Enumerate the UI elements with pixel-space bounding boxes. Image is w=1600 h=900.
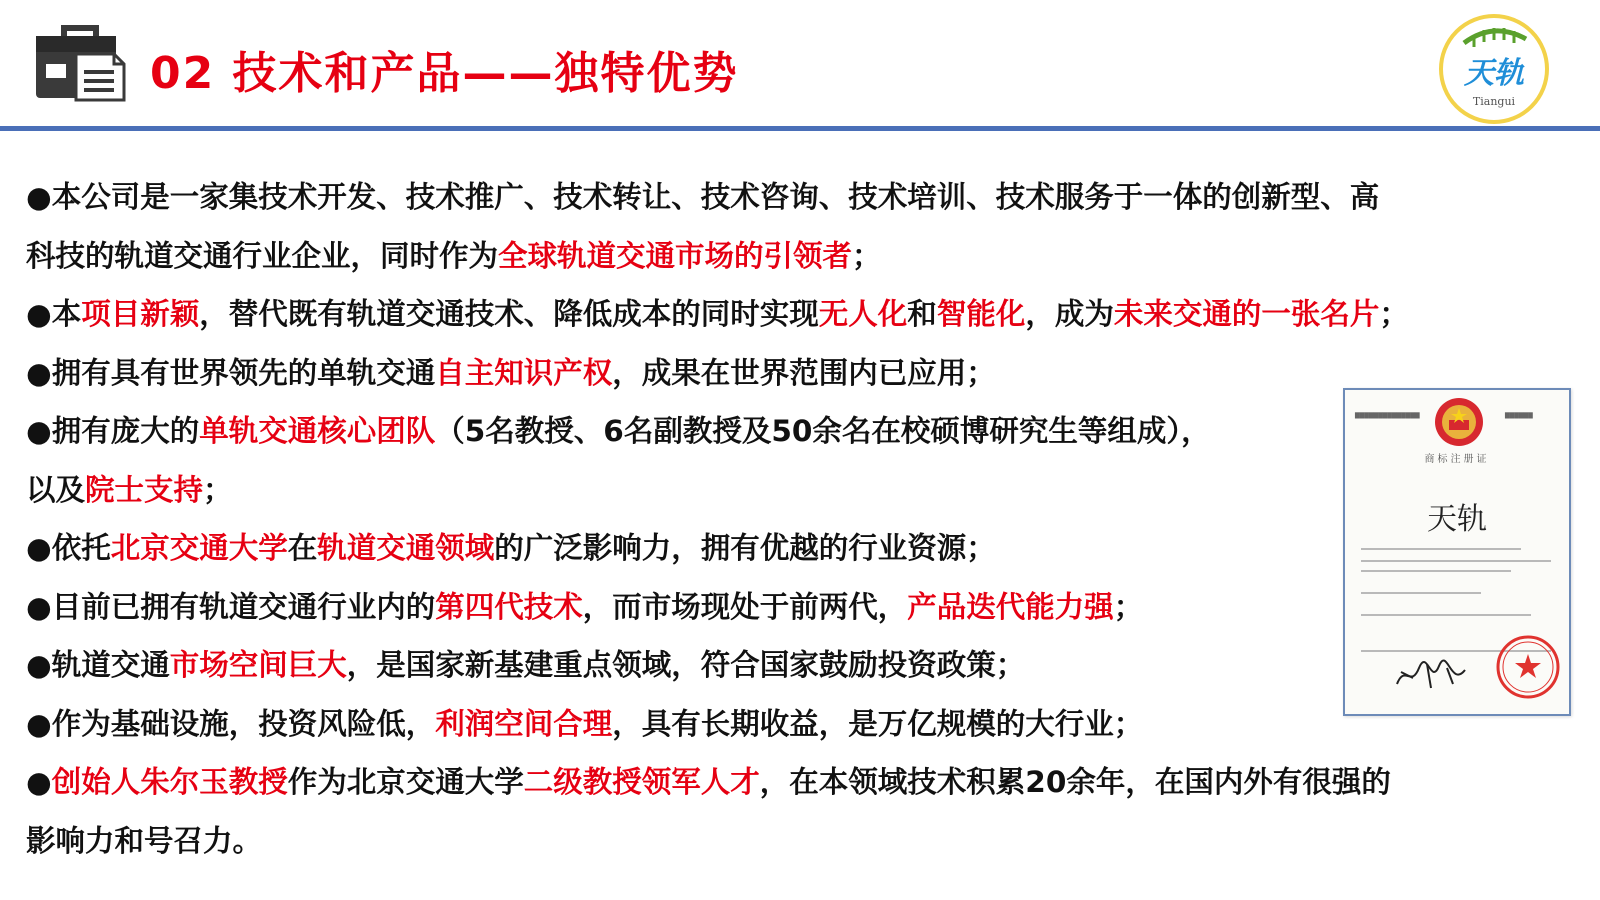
highlight-text: 无人化 (818, 297, 908, 331)
highlight-text: 全球轨道交通市场的引领者 (498, 238, 853, 273)
text-line (26, 168, 1586, 227)
highlight-text: 市场空间巨大 (169, 648, 347, 682)
body-text: ； (203, 472, 233, 507)
red-official-seal-icon (1495, 634, 1561, 700)
body-text: ●轨道交通 (26, 648, 170, 682)
body-text: 和 (907, 297, 937, 331)
certificate-trademark: 天轨 (1427, 502, 1487, 537)
body-text: ，替代既有轨道交通技术、降低成本的同时实现 (199, 297, 819, 331)
highlight-text: 利润空间合理 (435, 706, 613, 741)
body-text: ●本 (26, 297, 82, 331)
body-text: ●作为基础设施，投资风险低， (26, 706, 436, 741)
body-text: ●拥有具有世界领先的单轨交通 (26, 355, 436, 390)
page-title: 02 技术和产品——独特优势 (150, 48, 739, 99)
body-text: ●本公司是一家集技术开发、技术推广、技术转让、技术咨询、技术培训、技术服务于一体的创新型、高 (26, 180, 1380, 214)
text-line (26, 285, 1586, 344)
logo-sub-text: Tiangui (1472, 95, 1516, 108)
header-divider (0, 126, 1600, 131)
company-logo (1438, 13, 1550, 125)
highlight-text: 院士支持 (85, 472, 204, 507)
body-text: ； (1113, 589, 1144, 624)
body-text: ，成为 (1025, 297, 1114, 331)
body-text: 在 (287, 531, 318, 565)
signature (1391, 658, 1471, 692)
certificate-header-text: ▇▇▇▇▇▇▇▇▇▇▇▇▇▇ (1355, 412, 1420, 419)
trademark-certificate (1343, 388, 1571, 716)
body-text: 科技的轨道交通行业企业，同时作为 (26, 238, 499, 273)
highlight-text: 智能化 (936, 297, 1026, 331)
body-text: ； (852, 238, 882, 273)
highlight-text: 轨道交通领域 (317, 531, 495, 565)
certificate-number-text: ▇▇▇▇▇▇ (1505, 412, 1533, 419)
body-text: ，成果在世界范围内已应用； (612, 355, 996, 390)
certificate-title: 商标注册证 (1424, 454, 1490, 465)
body-text: ，是国家新基建重点领域，符合国家鼓励投资政策； (346, 648, 1026, 682)
national-emblem-icon (1433, 396, 1485, 448)
body-text: ●拥有庞大的 (26, 414, 200, 448)
text-line (26, 227, 1586, 286)
body-text: ，具有长期收益，是万亿规模的大行业； (612, 706, 1144, 741)
body-text: ●目前已拥有轨道交通行业内的 (26, 589, 436, 624)
text-line (26, 812, 1586, 871)
highlight-text: 单轨交通核心团队 (199, 414, 436, 448)
body-text: ； (1379, 297, 1409, 331)
highlight-text: 项目新颖 (81, 297, 200, 331)
briefcase-document-icon (34, 24, 126, 102)
body-text: ，而市场现处于前两代， (582, 589, 908, 624)
highlight-text: 自主知识产权 (435, 355, 613, 390)
logo-brand-text: 天轨 (1464, 56, 1524, 91)
body-text: （5名教授、6名副教授及50余名在校硕博研究生等组成）， (435, 414, 1211, 448)
highlight-text: 产品迭代能力强 (907, 589, 1114, 624)
highlight-text: 第四代技术 (435, 589, 583, 624)
body-text: ● (26, 765, 52, 799)
body-text: ，在本领域技术积累20余年，在国内外有很强的 (759, 765, 1391, 799)
highlight-text: 未来交通的一张名片 (1113, 297, 1380, 331)
highlight-text: 创始人朱尔玉教授 (51, 765, 288, 799)
body-text: 以及 (26, 472, 86, 507)
body-text: 作为北京交通大学 (287, 765, 524, 799)
text-line (26, 753, 1586, 812)
body-text: 影响力和号召力。 (26, 823, 263, 858)
body-text: ●依托 (26, 531, 111, 565)
highlight-text: 二级教授领军人才 (523, 765, 760, 799)
body-text: 的广泛影响力，拥有优越的行业资源； (494, 531, 996, 565)
highlight-text: 北京交通大学 (110, 531, 288, 565)
